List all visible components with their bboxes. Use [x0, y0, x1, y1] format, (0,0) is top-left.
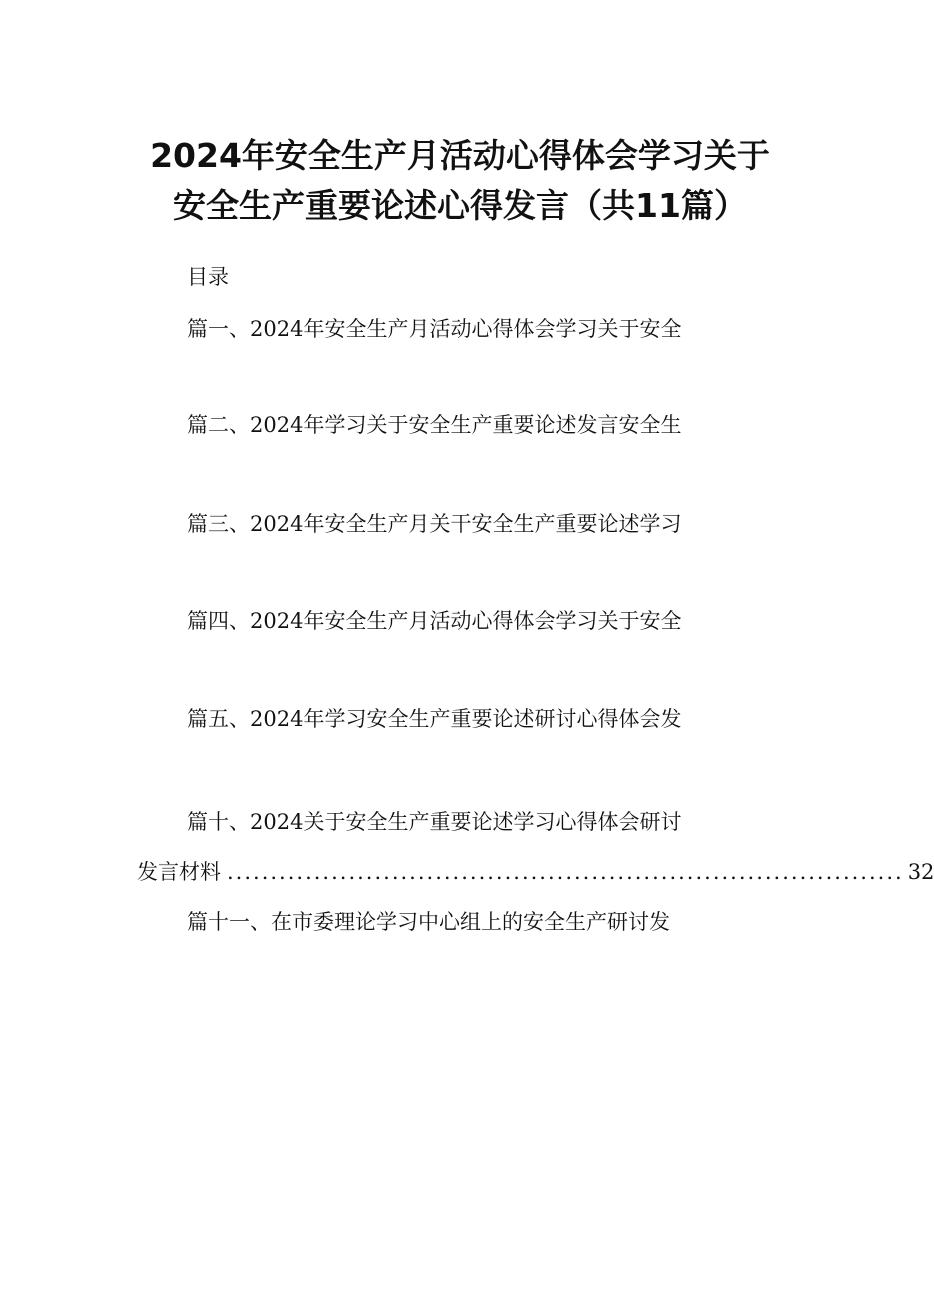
toc-entry-10[interactable]: 篇十、2024关于安全生产重要论述学习心得体会研讨: [187, 810, 682, 834]
document-title-line-2: 安全生产重要论述心得发言（共11篇）: [173, 186, 747, 225]
toc-entry-4[interactable]: 篇四、2024年安全生产月活动心得体会学习关于安全: [187, 609, 682, 633]
toc-entry-1[interactable]: 篇一、2024年安全生产月活动心得体会学习关于安全: [187, 317, 682, 341]
toc-leader-dots: ..............................................................................: [227, 860, 904, 884]
toc-entry-5[interactable]: 篇五、2024年学习安全生产重要论述研讨心得体会发: [187, 707, 682, 731]
toc-entry-3[interactable]: 篇三、2024年安全生产月关干安全生产重要论述学习: [187, 512, 682, 536]
toc-heading: 目录: [187, 265, 229, 289]
toc-entry-10-continuation[interactable]: [137, 857, 934, 887]
toc-entry-2[interactable]: 篇二、2024年学习关于安全生产重要论述发言安全生: [187, 413, 682, 437]
toc-entry-10-continuation-text: 发言材料: [137, 860, 221, 884]
toc-entry-11[interactable]: 篇十一、在市委理论学习中心组上的安全生产研讨发: [187, 910, 670, 934]
document-title-line-1: 2024年安全生产月活动心得体会学习关于: [150, 136, 770, 175]
toc-page-number: 32: [907, 860, 934, 884]
